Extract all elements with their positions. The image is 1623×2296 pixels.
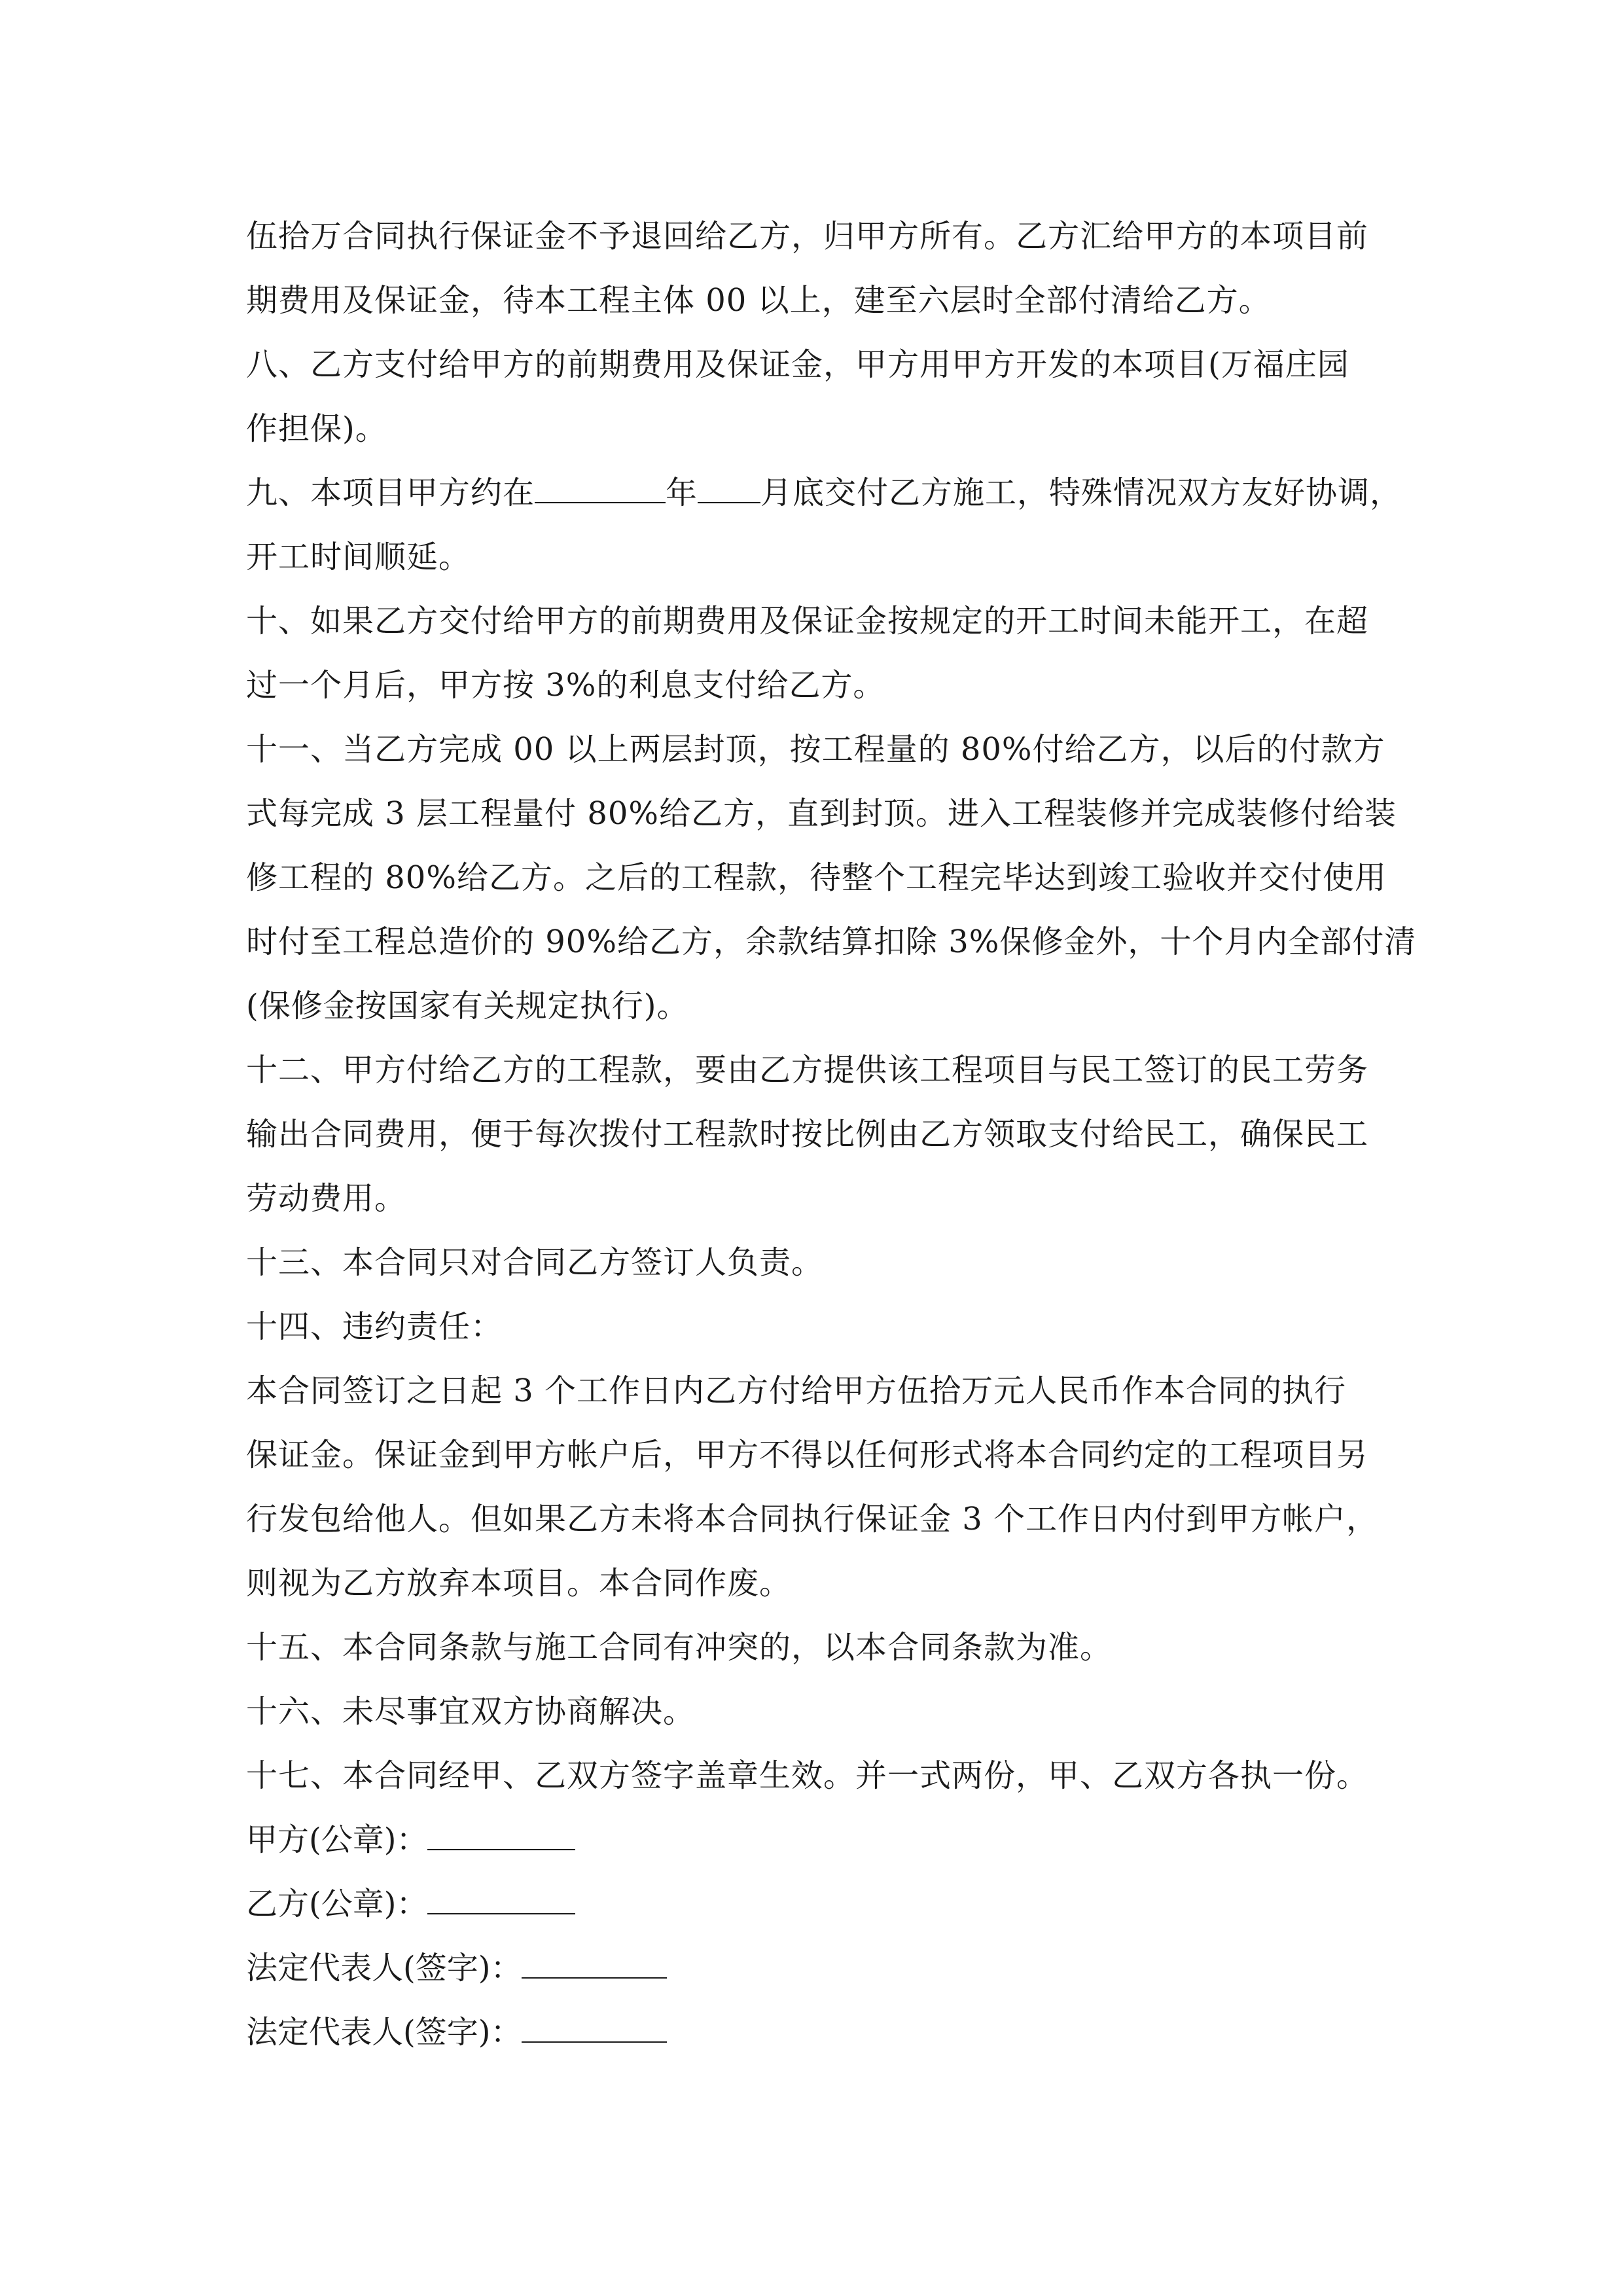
text-line: 十五、本合同条款与施工合同有冲突的，以本合同条款为准。 (246, 1629, 1113, 1666)
paragraph-deposit-forfeit (246, 204, 1398, 332)
signature-legal-rep-2 (246, 2000, 1398, 2064)
clause-13 (246, 1230, 1398, 1295)
text-line: 十六、未尽事宜双方协商解决。 (246, 1693, 696, 1730)
text-line (246, 461, 1402, 525)
text-line: 修工程的 80%给乙方。之后的工程款，待整个工程完毕达到竣工验收并交付使用 (246, 859, 1387, 896)
party-b-seal-field[interactable] (427, 1884, 575, 1914)
text-line: (保修金按国家有关规定执行)。 (246, 988, 689, 1024)
clause-12 (246, 1038, 1398, 1230)
text-line: 十、如果乙方交付给甲方的前期费用及保证金按规定的开工时间未能开工，在超 (246, 603, 1369, 639)
text-line: 则视为乙方放弃本项目。本合同作废。 (246, 1565, 792, 1602)
text-line: 十三、本合同只对合同乙方签订人负责。 (246, 1244, 824, 1281)
text-line: 十二、甲方付给乙方的工程款，要由乙方提供该工程项目与民工签订的民工劳务 (246, 1052, 1369, 1088)
clause-16 (246, 1679, 1398, 1744)
clause-9-prefix: 九、本项目甲方约在 (246, 475, 535, 511)
legal-rep-1-signature-field[interactable] (522, 1948, 667, 1979)
clause-15 (246, 1615, 1398, 1679)
signature-label: 法定代表人(签字)： (246, 2014, 522, 2051)
text-line: 输出合同费用，便于每次拨付工程款时按比例由乙方领取支付给民工，确保民工 (246, 1116, 1369, 1153)
signature-legal-rep-1 (246, 1936, 1398, 2000)
text-line: 八、乙方支付给甲方的前期费用及保证金，甲方用甲方开发的本项目(万福庄园 (246, 346, 1349, 383)
signature-label: 乙方(公章)： (246, 1886, 428, 1922)
legal-rep-2-signature-field[interactable] (522, 2013, 667, 2043)
text-line: 作担保)。 (246, 410, 387, 447)
text-line: 本合同签订之日起 3 个工作日内乙方付给甲方伍拾万元人民币作本合同的执行 (246, 1372, 1347, 1409)
signature-label: 法定代表人(签字)： (246, 1950, 522, 1986)
signature-label: 甲方(公章)： (246, 1821, 428, 1858)
text-line: 伍拾万合同执行保证金不予退回给乙方，归甲方所有。乙方汇给甲方的本项目前 (246, 218, 1369, 255)
clause-17 (246, 1744, 1398, 1808)
text-line: 十七、本合同经甲、乙双方签字盖章生效。并一式两份，甲、乙双方各执一份。 (246, 1757, 1369, 1794)
clause-14-body (246, 1359, 1398, 1615)
text-line: 十四、违约责任： (246, 1308, 503, 1345)
text-line: 行发包给他人。但如果乙方未将本合同执行保证金 3 个工作日内付到甲方帐户， (246, 1501, 1379, 1537)
text-line: 式每完成 3 层工程量付 80%给乙方，直到封顶。进入工程装修并完成装修付给装 (246, 795, 1397, 832)
month-blank-field[interactable] (698, 473, 760, 503)
text-line: 期费用及保证金，待本工程主体 00 以上，建至六层时全部付清给乙方。 (246, 282, 1271, 319)
text-line: 开工时间顺延。 (246, 539, 471, 575)
clause-8 (246, 332, 1398, 461)
text-line: 时付至工程总造价的 90%给乙方，余款结算扣除 3%保修金外，十个月内全部付清 (246, 924, 1417, 960)
document-body (246, 204, 1417, 2064)
clause-14-heading (246, 1295, 1398, 1359)
text-line: 保证金。保证金到甲方帐户后，甲方不得以任何形式将本合同约定的工程项目另 (246, 1437, 1369, 1473)
text-line: 劳动费用。 (246, 1180, 407, 1217)
signature-party-b (246, 1872, 1398, 1936)
text-line: 过一个月后，甲方按 3%的利息支付给乙方。 (246, 667, 885, 704)
party-a-seal-field[interactable] (427, 1820, 575, 1850)
clause-9-year-label: 年 (666, 475, 698, 511)
clause-9 (246, 461, 1402, 589)
signature-party-a (246, 1808, 1398, 1872)
text-line: 十一、当乙方完成 00 以上两层封顶，按工程量的 80%付给乙方，以后的付款方 (246, 731, 1385, 768)
year-blank-field[interactable] (535, 473, 666, 503)
clause-11 (246, 717, 1417, 1038)
clause-10 (246, 589, 1398, 717)
clause-9-suffix: 月底交付乙方施工，特殊情况双方友好协调， (760, 475, 1402, 511)
